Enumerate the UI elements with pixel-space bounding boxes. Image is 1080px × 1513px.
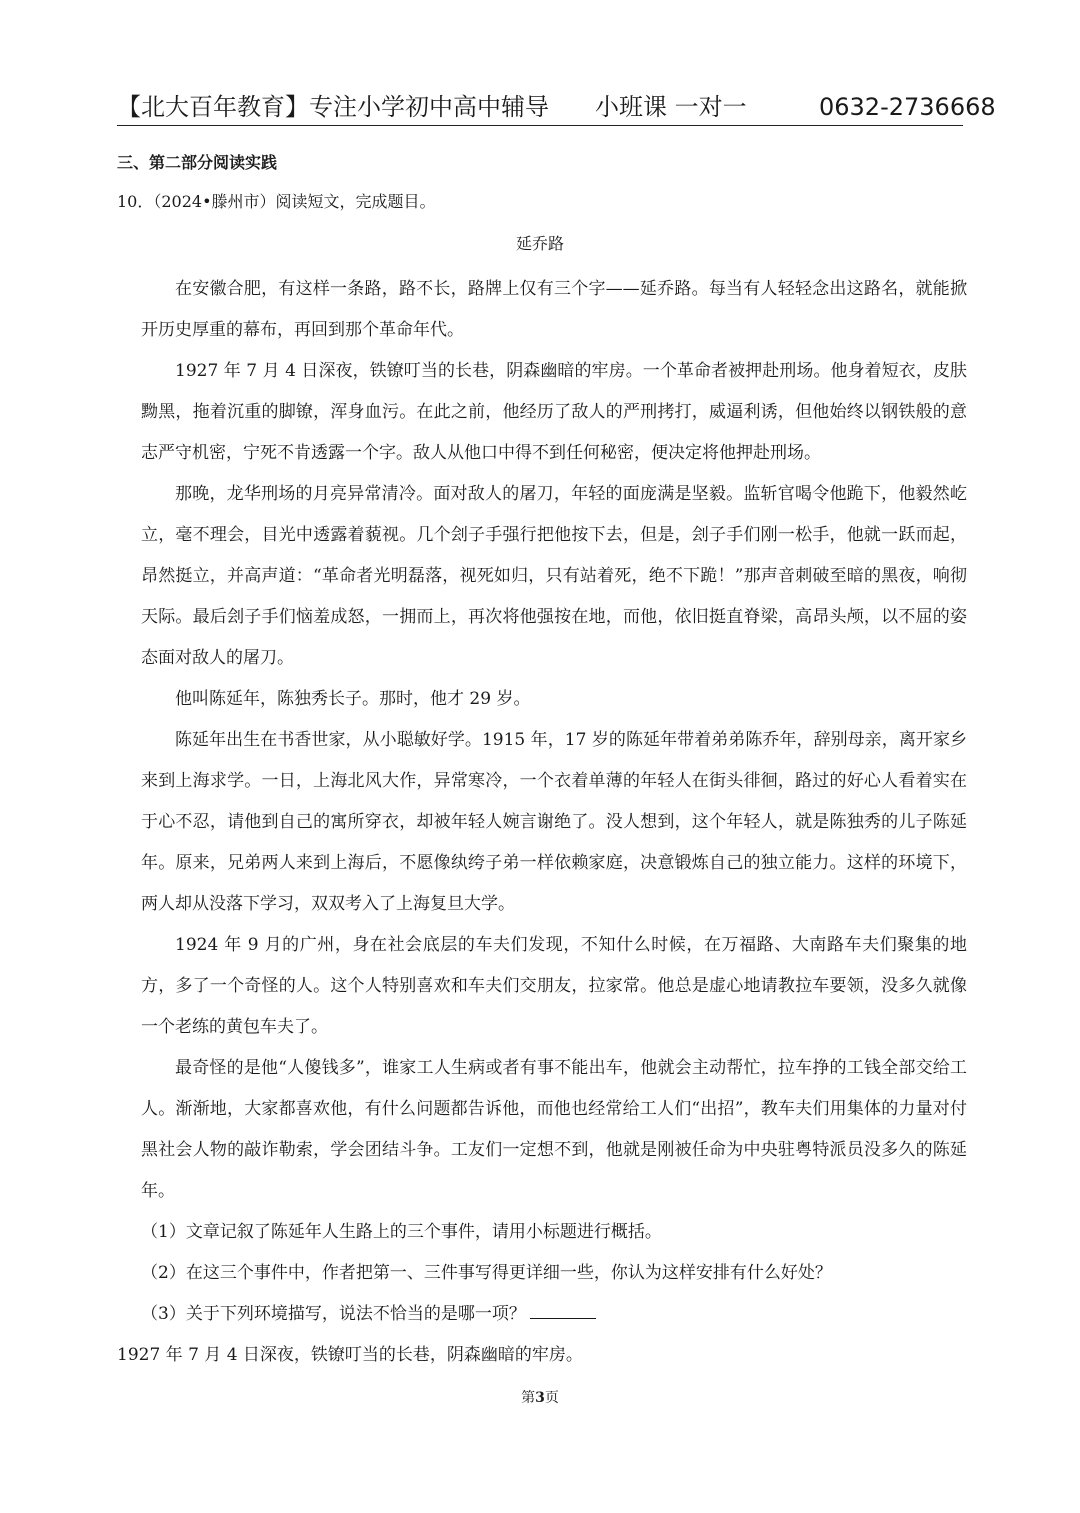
article-paragraph: 陈延年出生在书香世家，从小聪敏好学。1915 年，17 岁的陈延年带着弟弟陈乔年，辞别母亲，离开家乡来到上海求学。一日，上海北风大作，异常寒冷，一个衣着单薄的年轻人在街头徘徊，路过的好心人看着实在于心不忍，请他到自己的寓所穿衣，却被年轻人婉言谢绝了。没人想到，这个年轻人，就是陈独秀的儿子陈延年。原来，兄弟两人来到上海后，不愿像纨绔子弟一样依赖家庭，决意锻炼自己的独立能力。这样的环境下，两人却从没落下学习，双双考入了上海复旦大学。 (141, 730, 967, 914)
article-paragraph: 1924 年 9 月的广州，身在社会底层的车夫们发现，不知什么时候，在万福路、大南路车夫们聚集的地方，多了一个奇怪的人。这个人特别喜欢和车夫们交朋友，拉家常。他总是虚心地请教拉车要领，没多久就像一个老练的黄包车夫了。 (141, 935, 967, 1037)
header-brand: 【北大百年教育】专注小学初中高中辅导 (117, 93, 549, 121)
quoted-sentence: 1927 年 7 月 4 日深夜，铁镣叮当的长巷，阴森幽暗的牢房。 (117, 1345, 583, 1365)
article-paragraph: 那晚，龙华刑场的月亮异常清冷。面对敌人的屠刀，年轻的面庞满是坚毅。监斩官喝令他跪下，他毅然屹立，毫不理会，目光中透露着藐视。几个刽子手强行把他按下去，但是，刽子手们刚一松手，他就一跃而起，昂然挺立，并高声道：“革命者光明磊落，视死如归，只有站着死，绝不下跪！”那声音刺破至暗的黑夜，响彻天际。最后刽子手们恼羞成怒，一拥而上，再次将他强按在地，而他，依旧挺直脊梁，高昂头颅，以不屈的姿态面对敌人的屠刀。 (141, 484, 967, 668)
article-body (141, 269, 967, 1212)
question-intro: 10．（2024•滕州市）阅读短文，完成题目。 (117, 192, 436, 211)
article-paragraph: 最奇怪的是他“人傻钱多”，谁家工人生病或者有事不能出车，他就会主动帮忙，拉车挣的工钱全部交给工人。渐渐地，大家都喜欢他，有什么问题都告诉他，而他也经常给工人们“出招”，教车夫们用集体的力量对付黑社会人物的敲诈勒索，学会团结斗争。工友们一定想不到，他就是刚被任命为中央驻粤特派员没多久的陈延年。 (141, 1058, 967, 1201)
header-class-type: 小班课 一对一 (595, 93, 747, 121)
article-paragraph: 1927 年 7 月 4 日深夜，铁镣叮当的长巷，阴森幽暗的牢房。一个革命者被押赴刑场。他身着短衣，皮肤黝黑，拖着沉重的脚镣，浑身血污。在此之前，他经历了敌人的严刑拷打，威逼利诱，但他始终以钢铁般的意志严守机密，宁死不肯透露一个字。敌人从他口中得不到任何秘密，便决定将他押赴刑场。 (141, 361, 967, 463)
page-header (117, 90, 996, 124)
question-3 (141, 1294, 967, 1335)
page-number-prefix: 第 (521, 1390, 536, 1406)
answer-blank[interactable] (530, 1300, 596, 1319)
header-divider (117, 125, 963, 126)
section-title: 三、第二部分阅读实践 (117, 153, 278, 172)
question-3-text: （3）关于下列环境描写，说法不恰当的是哪一项？ (141, 1304, 526, 1324)
question-1: （1）文章记叙了陈延年人生路上的三个事件，请用小标题进行概括。 (141, 1222, 662, 1242)
question-list (117, 1212, 967, 1376)
header-phone: 0632-2736668 (819, 93, 996, 121)
article-paragraph: 在安徽合肥，有这样一条路，路不长，路牌上仅有三个字——延乔路。每当有人轻轻念出这路名，就能掀开历史厚重的幕布，再回到那个革命年代。 (141, 279, 967, 340)
question-2: （2）在这三个事件中，作者把第一、三件事写得更详细一些，你认为这样安排有什么好处？ (141, 1263, 832, 1283)
page-number-suffix: 页 (544, 1390, 559, 1406)
page-number (0, 1388, 1080, 1408)
page-number-value: 3 (535, 1390, 545, 1406)
article-paragraph: 他叫陈延年，陈独秀长子。那时，他才 29 岁。 (175, 689, 531, 709)
article-title: 延乔路 (515, 234, 564, 253)
